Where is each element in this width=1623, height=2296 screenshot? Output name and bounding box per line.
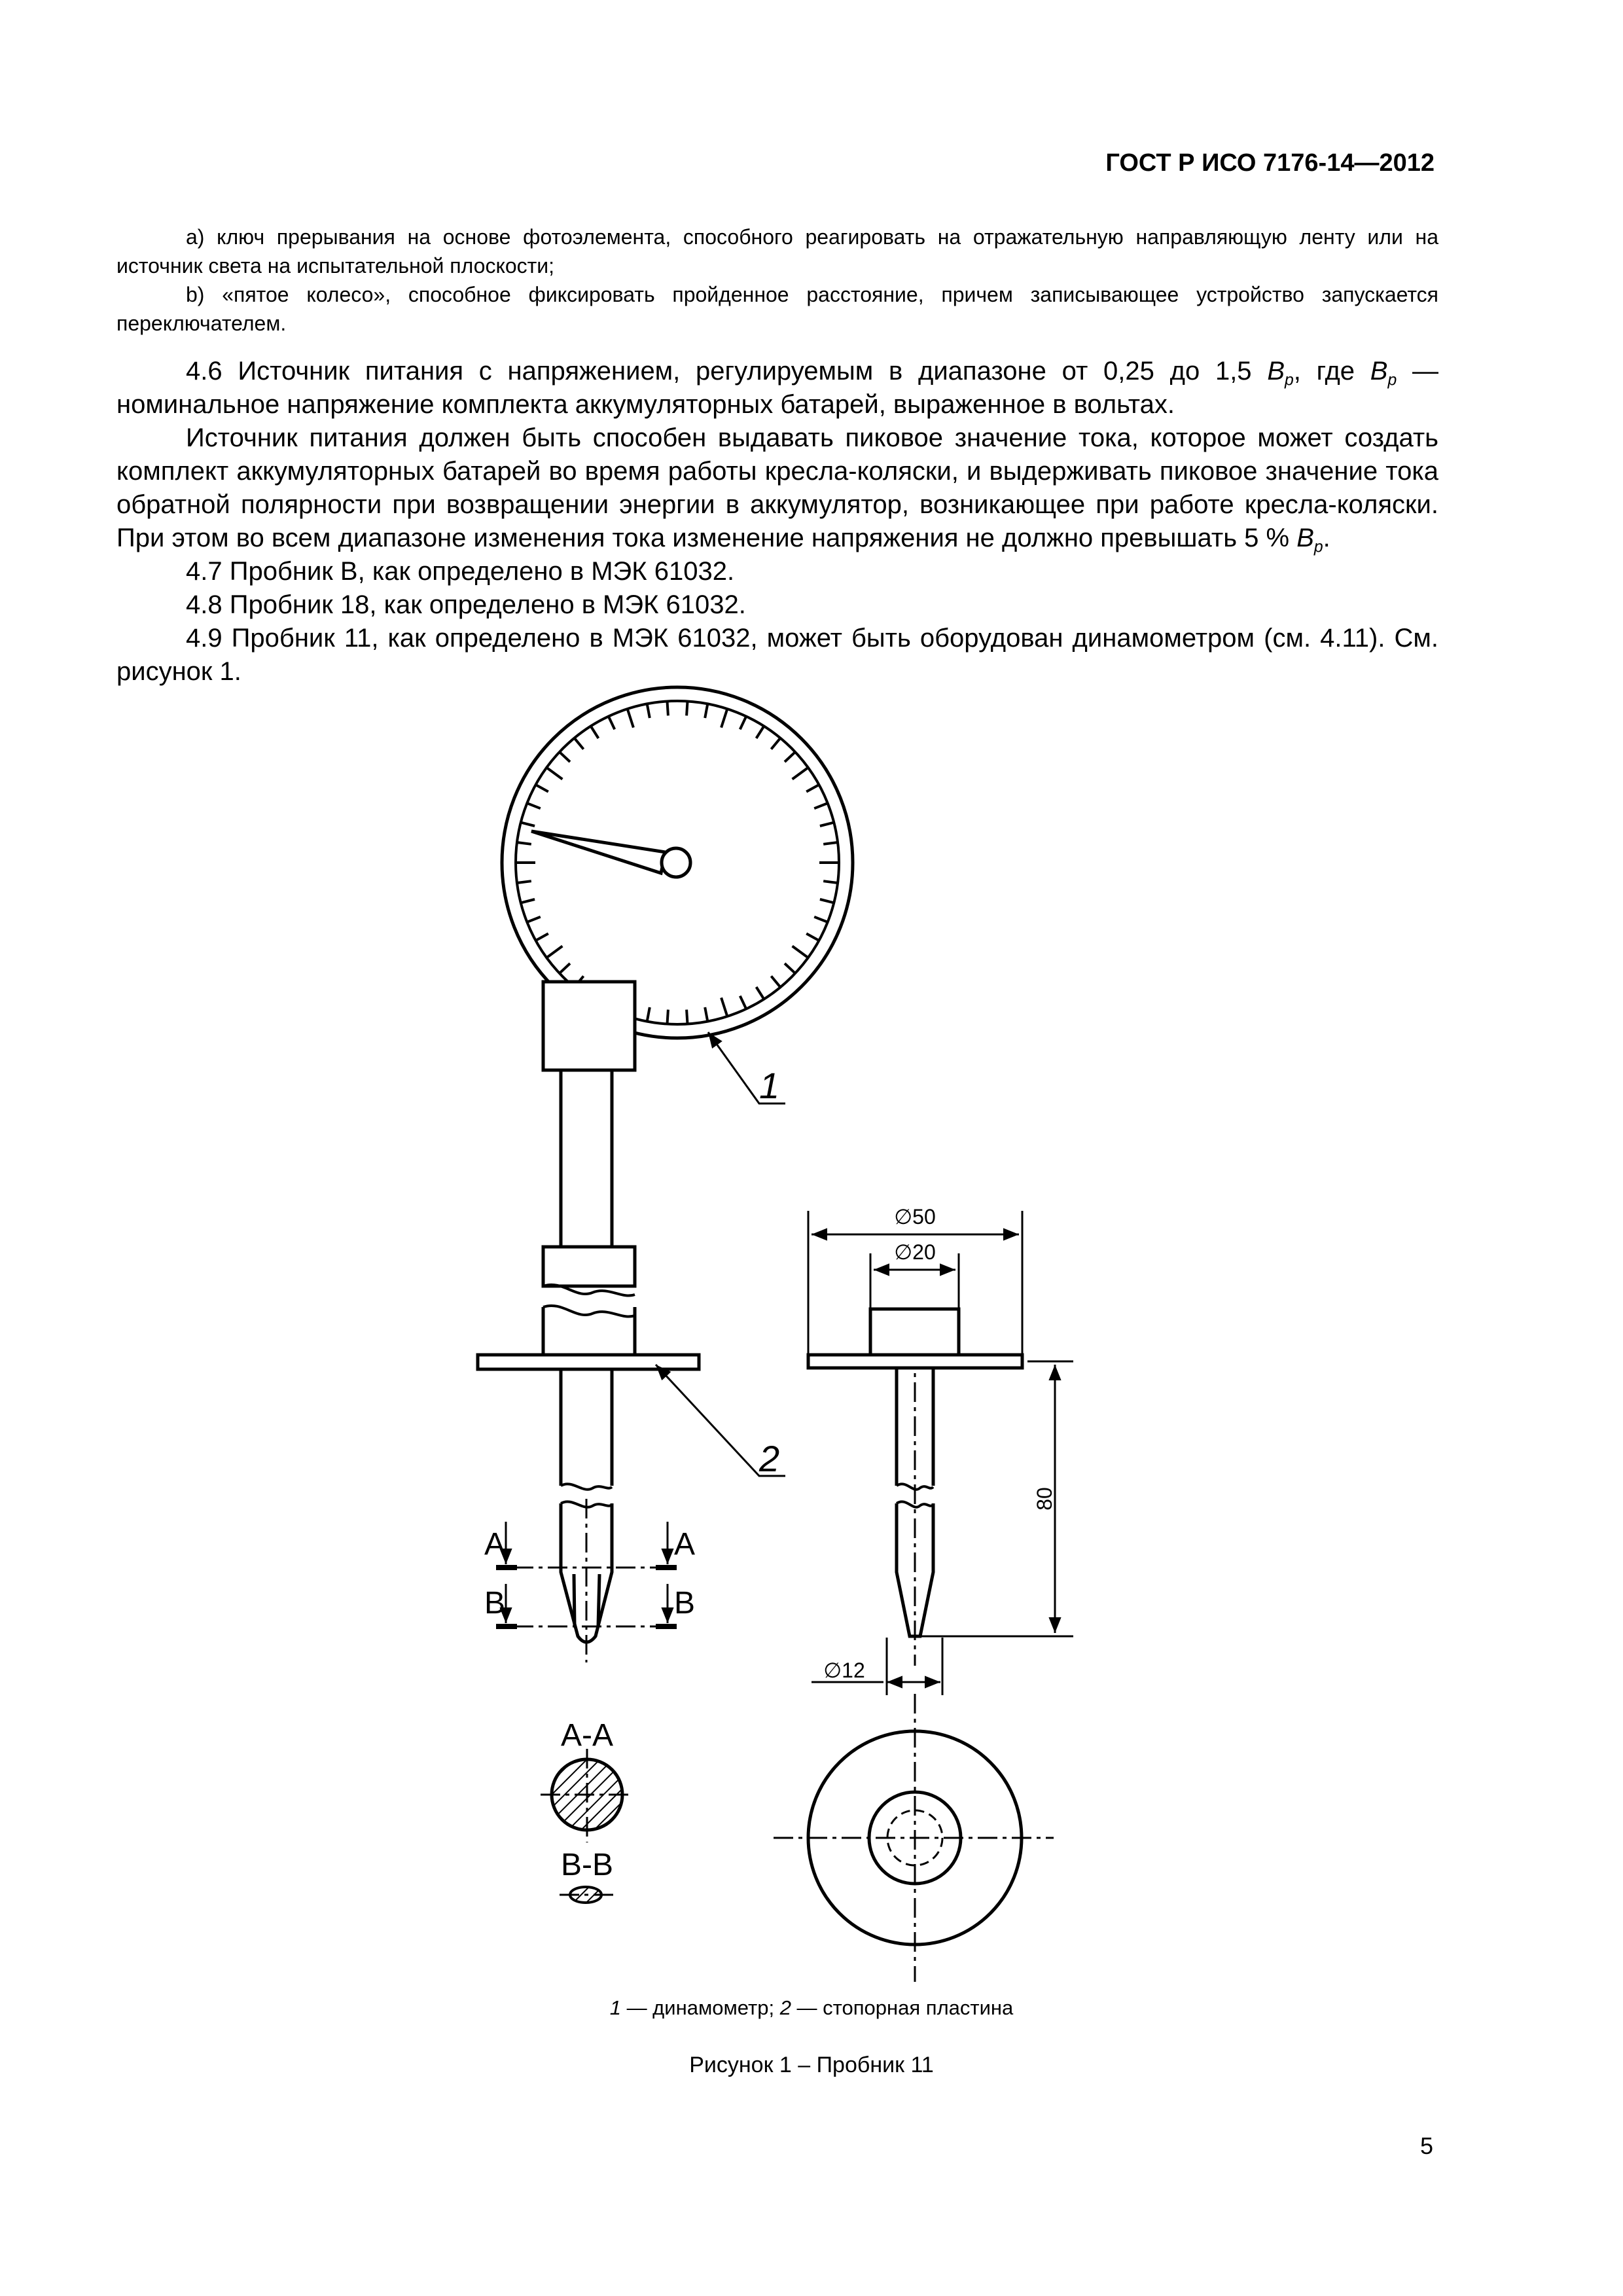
dimension-lines: [808, 1211, 1073, 1695]
dial-tick: [793, 768, 808, 780]
paragraph-4-6-text-2: , где: [1293, 357, 1370, 386]
paragraph-4-6-body: Источник питания должен быть способен выдавать пиковое значение тока, которое может создать комплект аккумуляторных батарей во время работы кресла-коляски, и выдерживать пиковое значение тока обратной полярности при возвращении энергии в аккумулятор, возникающее при работе кресла-коляски. При этом во всем диапазоне изменения тока изменение напряжения не должно превышать 5 %: [116, 423, 1438, 552]
dimension-d20: ∅20: [894, 1240, 936, 1264]
dial-needle-hub: [662, 848, 690, 877]
dial-tick: [647, 704, 650, 718]
paragraph-4-6-end: .: [1323, 524, 1330, 552]
legend-text-1: — динамометр;: [620, 1996, 780, 2019]
dial-tick: [705, 704, 707, 718]
dial-tick: [793, 946, 808, 958]
dial-tick: [609, 717, 615, 730]
dial-tick: [536, 933, 548, 941]
dial-tick: [814, 917, 828, 922]
paragraph-4-9: 4.9 Пробник 11, как определено в МЭК 61032, может быть оборудован динамометром (см. 4.11). См. рисунок 1.: [116, 624, 1438, 686]
section-label-a-left: A: [484, 1527, 506, 1562]
section-title-aa: A-A: [560, 1718, 614, 1753]
symbol-p: р: [1313, 538, 1323, 556]
dimension-d50: ∅50: [894, 1205, 936, 1229]
dial-tick: [823, 842, 838, 844]
symbol-p: р: [1285, 371, 1294, 389]
dial-tick: [521, 823, 535, 826]
page-number: 5: [1419, 2132, 1433, 2159]
dial-tick: [771, 738, 780, 749]
symbol-v: В: [1267, 357, 1285, 386]
list-item-a: а) ключ прерывания на основе фотоэлемента, способного реагировать на отражательную направляющую ленту или на источник света на испытательной плоскости;: [116, 225, 1438, 278]
dial-tick: [823, 881, 838, 883]
list-item-b: b) «пятое колесо», способное фиксировать пройденное расстояние, причем записывающее устройство запускается переключателем.: [116, 283, 1438, 335]
symbol-v: В: [1296, 524, 1314, 552]
section-label-b-left: B: [484, 1586, 506, 1621]
dial-tick: [647, 1007, 650, 1022]
callout-2: 2: [759, 1438, 780, 1479]
dynamometer-neck: [543, 982, 635, 1070]
document-header: ГОСТ Р ИСО 7176-14—2012: [1105, 149, 1435, 177]
connector-block: [543, 1247, 635, 1286]
paragraph-4-6-text-1: 4.6 Источник питания с напряжением, регулируемым в диапазоне от 0,25 до 1,5: [186, 357, 1268, 386]
figure-caption: Рисунок 1 – Пробник 11: [689, 2053, 934, 2077]
paragraph-4-6-text-3: — номинальное напряжение комплекта аккумуляторных батарей, выраженное в вольтах.: [116, 357, 1439, 419]
symbol-p: р: [1387, 371, 1397, 389]
dimension-80: 80: [1033, 1487, 1056, 1511]
section-bb-view: [570, 1887, 601, 1903]
stop-plate-2: [478, 1355, 699, 1369]
probe-side-view: [478, 1071, 699, 1642]
dial-tick: [527, 917, 541, 922]
dial-tick: [521, 899, 535, 903]
dial-tick: [721, 709, 727, 728]
section-label-a-right: A: [674, 1527, 696, 1562]
dial-tick: [757, 726, 764, 739]
legend-text-2: — стопорная пластина: [791, 1996, 1014, 2019]
dial-tick: [546, 768, 562, 780]
dimension-d12: ∅12: [823, 1659, 865, 1682]
dial-tick: [517, 881, 531, 883]
dial-tick: [560, 963, 570, 973]
dial-tick: [517, 842, 531, 844]
dial-tick: [536, 785, 548, 792]
dial-tick: [740, 996, 746, 1009]
dial-tick: [814, 803, 828, 808]
dial-tick: [546, 946, 562, 958]
dynamometer: [502, 687, 853, 1070]
paragraph-4-8: 4.8 Пробник 18, как определено в МЭК 61032.: [186, 590, 746, 619]
dial-tick: [628, 709, 633, 728]
dial-tick: [806, 785, 819, 792]
dial-tick: [740, 717, 746, 730]
legend-num-1: 1: [609, 1996, 621, 2019]
figure-legend: [0, 1996, 1623, 2020]
legend-num-2: 2: [779, 1996, 791, 2019]
dial-tick: [560, 752, 570, 762]
dial-tick: [820, 899, 834, 903]
front-stop-plate: [808, 1355, 1022, 1368]
symbol-v: В: [1370, 357, 1388, 386]
section-label-b-right: B: [674, 1586, 696, 1621]
figure-labels: [484, 1065, 1056, 1882]
dial-tick: [591, 726, 599, 739]
dial-tick: [806, 933, 819, 941]
paragraph-4-7: 4.7 Пробник В, как определено в МЭК 61032.: [186, 557, 735, 586]
dial-tick: [575, 738, 584, 749]
dial-tick: [757, 987, 764, 999]
dial-tick: [820, 823, 834, 826]
section-aa-view: [552, 1759, 622, 1830]
dial-tick: [771, 976, 780, 987]
dial-needle: [531, 831, 666, 873]
section-title-bb: B-B: [560, 1848, 614, 1882]
dial-tick: [785, 963, 795, 973]
dial-tick: [705, 1007, 707, 1022]
dial-tick: [721, 997, 727, 1016]
dial-tick: [785, 752, 795, 762]
callout-1: 1: [759, 1065, 780, 1106]
dial-tick: [527, 803, 541, 808]
front-connector-block: [870, 1309, 959, 1355]
